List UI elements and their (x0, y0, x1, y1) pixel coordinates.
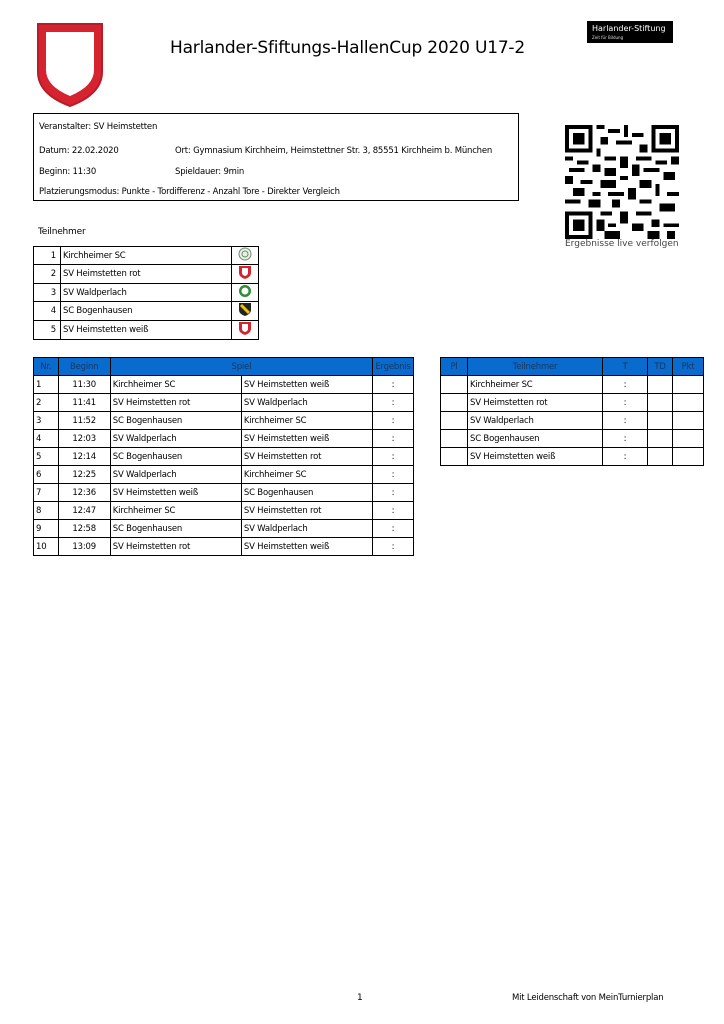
sponsor-tagline: Zeit für Bildung (592, 35, 624, 40)
list-item (34, 321, 259, 340)
info-modus: Platzierungsmodus: Punkte - Tordifferenz - Anzahl Tore - Direkter Vergleich (39, 187, 340, 197)
sv-heimstetten-crest-icon (232, 321, 259, 340)
list-item (34, 284, 259, 302)
header-t: T (603, 358, 648, 376)
game-away: SV Heimstetten weiß (241, 538, 372, 556)
games-header-row (34, 358, 414, 376)
game-away: SV Heimstetten weiß (241, 430, 372, 448)
standing-pl (441, 394, 468, 412)
game-result: : (373, 448, 414, 466)
game-result: : (373, 484, 414, 502)
standing-team: Kirchheimer SC (468, 376, 603, 394)
table-row (34, 484, 414, 502)
table-row (34, 538, 414, 556)
sponsor-logo (587, 21, 673, 43)
game-nr: 3 (34, 412, 59, 430)
game-away: SV Heimstetten rot (241, 502, 372, 520)
standing-t: : (603, 394, 648, 412)
standing-td (648, 376, 673, 394)
info-spieldauer: Spieldauer: 9min (175, 167, 245, 177)
table-row (34, 520, 414, 538)
table-row (34, 430, 414, 448)
game-time: 12:03 (58, 430, 110, 448)
sc-bogenhausen-crest-icon (232, 302, 259, 321)
standing-pl (441, 448, 468, 466)
team-name: SV Waldperlach (61, 284, 232, 302)
table-row (441, 394, 704, 412)
standing-team: SV Heimstetten rot (468, 394, 603, 412)
game-time: 12:58 (58, 520, 110, 538)
standings-header-row (441, 358, 704, 376)
table-row (441, 448, 704, 466)
header-teilnehmer: Teilnehmer (468, 358, 603, 376)
team-name: SC Bogenhausen (61, 302, 232, 321)
standings-table (440, 357, 704, 466)
game-nr: 9 (34, 520, 59, 538)
game-result: : (373, 502, 414, 520)
game-nr: 10 (34, 538, 59, 556)
game-result: : (373, 430, 414, 448)
tournament-info-box (33, 113, 519, 201)
standing-pkt (673, 448, 704, 466)
list-item (34, 247, 259, 265)
standing-t: : (603, 448, 648, 466)
games-table (33, 357, 414, 556)
standing-t: : (603, 430, 648, 448)
game-nr: 7 (34, 484, 59, 502)
qr-code[interactable] (565, 125, 679, 239)
team-name: SV Heimstetten rot (61, 265, 232, 284)
sv-heimstetten-logo (34, 20, 106, 108)
header-pkt: Pkt (673, 358, 704, 376)
table-row (34, 466, 414, 484)
game-nr: 2 (34, 394, 59, 412)
game-time: 12:36 (58, 484, 110, 502)
info-beginn: Beginn: 11:30 (39, 167, 97, 177)
game-result: : (373, 394, 414, 412)
table-row (34, 376, 414, 394)
game-nr: 4 (34, 430, 59, 448)
qr-caption: Ergebnisse live verfolgen (565, 239, 679, 249)
list-item (34, 302, 259, 321)
teilnehmer-label: Teilnehmer (38, 227, 86, 237)
game-nr: 8 (34, 502, 59, 520)
kirchheimer-sc-crest-icon (232, 247, 259, 265)
info-datum: Datum: 22.02.2020 (39, 146, 119, 156)
game-result: : (373, 376, 414, 394)
standing-pl (441, 412, 468, 430)
table-row (34, 502, 414, 520)
team-number: 2 (34, 265, 61, 284)
game-nr: 6 (34, 466, 59, 484)
header-nr: Nr. (34, 358, 59, 376)
sv-heimstetten-crest-icon (232, 265, 259, 284)
team-name: SV Heimstetten weiß (61, 321, 232, 340)
standing-pkt (673, 412, 704, 430)
standing-pl (441, 430, 468, 448)
game-away: Kirchheimer SC (241, 412, 372, 430)
standing-team: SC Bogenhausen (468, 430, 603, 448)
game-away: SV Heimstetten weiß (241, 376, 372, 394)
game-away: SV Heimstetten rot (241, 448, 372, 466)
header-ergebnis: Ergebnis (373, 358, 414, 376)
standing-pkt (673, 430, 704, 448)
sv-waldperlach-crest-icon (232, 284, 259, 302)
standing-td (648, 394, 673, 412)
game-home: SV Heimstetten rot (110, 538, 241, 556)
team-number: 3 (34, 284, 61, 302)
team-number: 5 (34, 321, 61, 340)
team-number: 1 (34, 247, 61, 265)
table-row (441, 376, 704, 394)
game-result: : (373, 520, 414, 538)
game-away: SV Waldperlach (241, 394, 372, 412)
game-home: Kirchheimer SC (110, 502, 241, 520)
table-row (34, 448, 414, 466)
game-home: SC Bogenhausen (110, 448, 241, 466)
game-time: 11:30 (58, 376, 110, 394)
game-away: SV Waldperlach (241, 520, 372, 538)
teilnehmer-table (33, 246, 259, 340)
game-nr: 5 (34, 448, 59, 466)
game-result: : (373, 466, 414, 484)
list-item (34, 265, 259, 284)
table-row (34, 394, 414, 412)
game-home: Kirchheimer SC (110, 376, 241, 394)
game-home: SV Heimstetten weiß (110, 484, 241, 502)
info-ort: Ort: Gymnasium Kirchheim, Heimstettner Str. 3, 85551 Kirchheim b. München (175, 146, 493, 156)
standing-td (648, 412, 673, 430)
table-row (34, 412, 414, 430)
game-time: 11:41 (58, 394, 110, 412)
standing-pkt (673, 394, 704, 412)
header-spiel: Spiel (110, 358, 372, 376)
standing-team: SV Waldperlach (468, 412, 603, 430)
game-away: Kirchheimer SC (241, 466, 372, 484)
info-veranstalter: Veranstalter: SV Heimstetten (39, 122, 158, 132)
game-result: : (373, 538, 414, 556)
table-row (441, 412, 704, 430)
game-home: SV Waldperlach (110, 430, 241, 448)
header-td: TD (648, 358, 673, 376)
game-home: SV Waldperlach (110, 466, 241, 484)
game-time: 11:52 (58, 412, 110, 430)
game-time: 13:09 (58, 538, 110, 556)
standing-td (648, 448, 673, 466)
game-nr: 1 (34, 376, 59, 394)
game-time: 12:47 (58, 502, 110, 520)
standing-pkt (673, 376, 704, 394)
game-home: SC Bogenhausen (110, 520, 241, 538)
page-number: 1 (357, 993, 363, 1003)
game-home: SC Bogenhausen (110, 412, 241, 430)
game-time: 12:25 (58, 466, 110, 484)
table-row (441, 430, 704, 448)
team-number: 4 (34, 302, 61, 321)
header-pl: Pl (441, 358, 468, 376)
standing-team: SV Heimstetten weiß (468, 448, 603, 466)
footer-credit: Mit Leidenschaft von MeinTurnierplan (512, 993, 664, 1003)
game-away: SC Bogenhausen (241, 484, 372, 502)
page-title: Harlander-Sfiftungs-HallenCup 2020 U17-2 (170, 38, 525, 58)
game-time: 12:14 (58, 448, 110, 466)
team-name: Kirchheimer SC (61, 247, 232, 265)
header-beginn: Beginn (58, 358, 110, 376)
standing-t: : (603, 376, 648, 394)
sponsor-name: Harlander-Stiftung (592, 24, 666, 33)
standing-pl (441, 376, 468, 394)
standing-t: : (603, 412, 648, 430)
standing-td (648, 430, 673, 448)
game-home: SV Heimstetten rot (110, 394, 241, 412)
game-result: : (373, 412, 414, 430)
